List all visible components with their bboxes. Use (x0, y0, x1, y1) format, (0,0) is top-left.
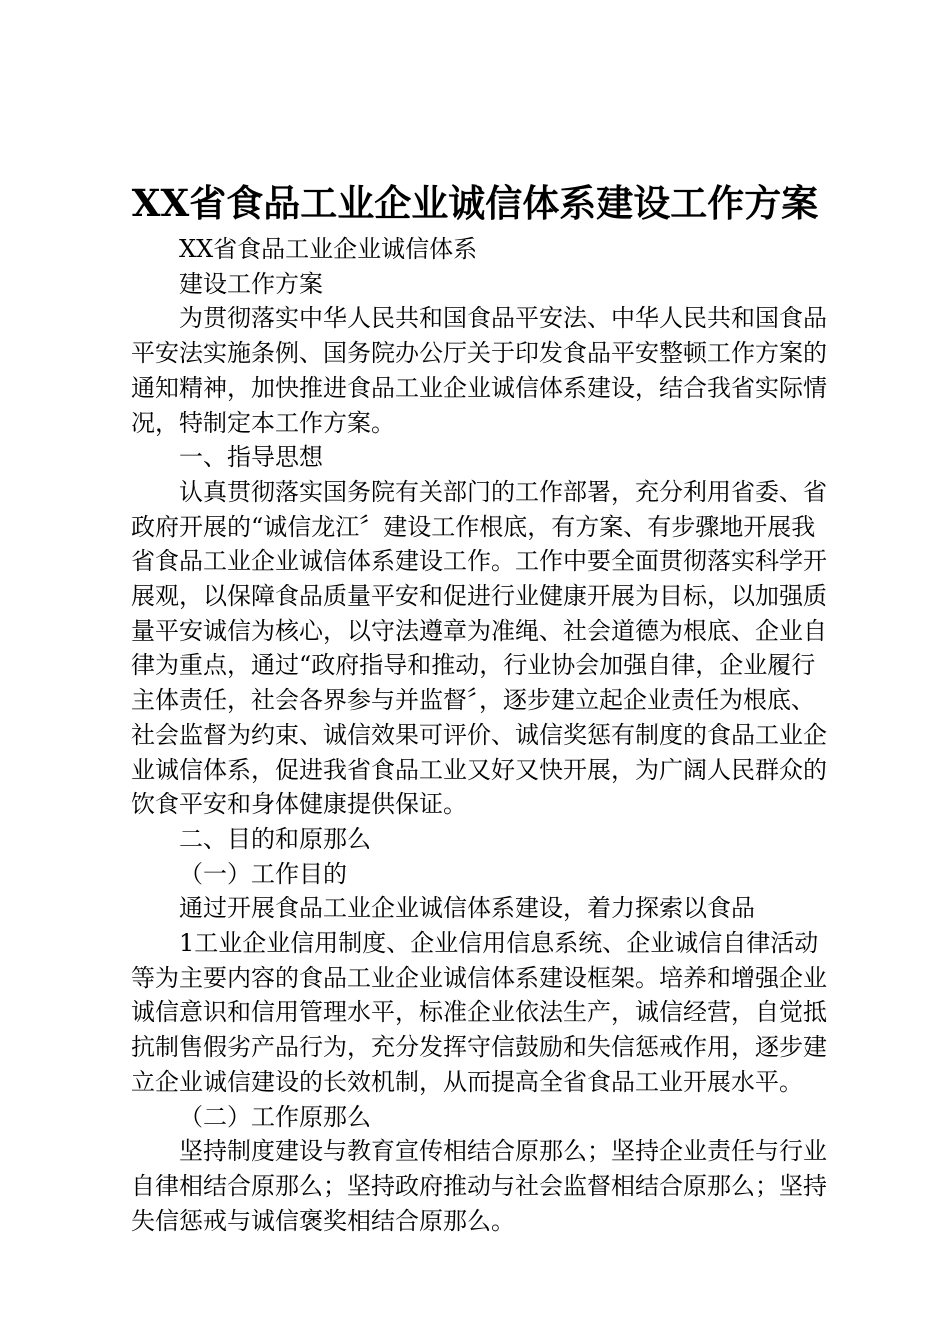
work-principles-paragraph: 坚持制度建设与教育宣传相结合原那么；坚持企业责任与行业自律相结合原那么；坚持政府推动与社会监督相结合原那么；坚持失信惩戒与诚信褒奖相结合原那么。 (131, 1137, 827, 1235)
doc-subtitle-line-2: 建设工作方案 (179, 269, 323, 298)
document-title: XX省食品工业企业诚信体系建设工作方案 (131, 181, 819, 225)
work-purpose-paragraph-1: 通过开展食品工业企业诚信体系建设，着力探索以食品 (179, 894, 755, 923)
work-purpose-paragraph-2: 1工业企业信用制度、企业信用信息系统、企业诚信自律活动等为主要内容的食品工业企业诚信体系建设框架。培养和增强企业诚信意识和信用管理水平，标准企业依法生产，诚信经营，自觉抵抗制售假劣产品行为，充分发挥守信鼓励和失信惩戒作用，逐步建立企业诚信建设的长效机制，从而提高全省食品工业开展水平。 (131, 929, 827, 1096)
subsection-heading-work-principles: （二）工作原那么 (179, 1102, 371, 1131)
document-body (131, 232, 831, 1238)
section-heading-purpose-principles: 二、目的和原那么 (179, 824, 371, 853)
subsection-heading-work-purpose: （一）工作目的 (179, 859, 347, 888)
intro-paragraph: 为贯彻落实中华人民共和国食品平安法、中华人民共和国食品平安法实施条例、国务院办公厅关于印发食品平安整顿工作方案的通知精神，加快推进食品工业企业诚信体系建设，结合我省实际情况，特制定本工作方案。 (131, 304, 827, 437)
section-heading-guiding-thought: 一、指导思想 (179, 443, 323, 472)
guiding-thought-paragraph: 认真贯彻落实国务院有关部门的工作部署，充分利用省委、省政府开展的“诚信龙江〞建设工作根底，有方案、有步骤地开展我省食品工业企业诚信体系建设工作。工作中要全面贯彻落实科学开展观，以保障食品质量平安和促进行业健康开展为目标，以加强质量平安诚信为核心，以守法遵章为准绳、社会道德为根底、企业自律为重点，通过“政府指导和推动，行业协会加强自律，企业履行主体责任，社会各界参与并监督〞，逐步建立起企业责任为根底、社会监督为约束、诚信效果可评价、诚信奖惩有制度的食品工业企业诚信体系，促进我省食品工业又好又快开展，为广阔人民群众的饮食平安和身体健康提供保证。 (131, 477, 827, 819)
doc-subtitle-line-1: XX省食品工业企业诚信体系 (179, 235, 478, 263)
